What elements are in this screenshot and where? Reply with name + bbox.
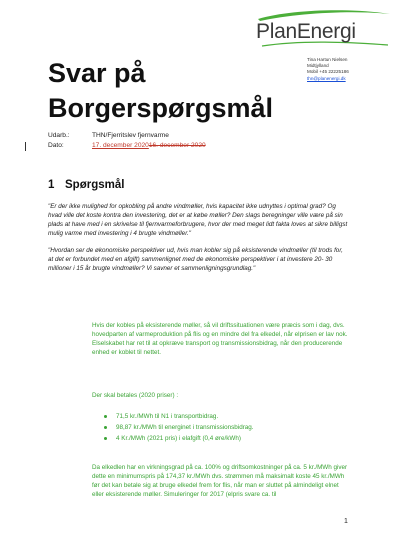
meta-row-dato [48,141,206,151]
section-title: Spørgsmål [65,179,125,191]
answer-paragraph-1: Hvis der kobles på eksisterende møller, så vil driftssituationen være præcis som i dag, dvs. hovedparten af varmeproduktion på flis og en mindre del fra elkedel, når elprisen er lav nok. Elselskabet har ret til at opkræve transport og transmissionsbidrag, når den producerende enhed er koblet til nettet. [92,322,348,356]
udarb-value: THN/Fjerritslev fjernvarme [92,132,169,139]
list-item: 71,5 kr./MWh til N1 i transportbidrag. [104,411,254,422]
title-line-1: Svar på [48,58,146,88]
list-item: 98,87 kr./MWh til energinet i transmissionsbidrag. [104,422,254,433]
answer-paragraph-3: Da elkedlen har en virkningsgrad på ca. 100% og driftsomkostninger på ca. 5 kr./MWh giver dette en minimumspris på 174,37 kr./MWh dvs. strømmen må maksimalt koste 45 kr./MWh før det kan betale sig at bruge elkedel frem for flis, når man er sluttet på almindeligt elnet eller eksisterende møller. Simuleringer for 2017 (elpris svare ca. til [92,464,348,498]
contact-block [307,57,397,82]
meta-row-udarb [48,131,206,141]
dato-label: Dato: [48,142,64,149]
logo-text: PlanEnergi [256,20,356,43]
contact-department: Midtjylland [307,63,329,69]
contact-email-link[interactable]: thn@planenergi.dk [307,75,346,81]
udarb-label: Udarb.: [48,132,70,139]
section-number: 1 [48,179,55,191]
dato-inserted: 17. december 2020 [92,142,149,149]
question-quote-2: "Hvordan ser de økonomiske perspektiver ud, hvis man kobler sig på eksisterende vindmøller (til trods for, at det er forbundet med en afgift) sammenlignet med de økonomiske perspektiver i at investere 20- 30 millioner i 15 år brugte vindmøller? Vi savner et sammenligningsgrundlag." [48,247,343,272]
page-title [48,56,273,126]
contact-name: Tina Hartun Nielsen [307,57,348,62]
page-number: 1 [344,518,348,525]
planenergi-logo [252,10,392,50]
answer-paragraph-2: Der skal betales (2020 priser) : [92,392,179,399]
dato-deleted: 16. december 2020 [148,142,206,149]
question-quote-1: "Er der ikke mulighed for opkobling på andre vindmøller, hvis kapacitet ikke udnyttes i optimal grad? Og hvad ville det koste kontra den investering, det er at købe møller? Den slags beregninger ville være på sin plads at have med i en skrivelse til fjernvarmeforbrugere, hvor der med meget lidt fakta loves at sikre billigst mulig varme med investering i 4 brugte vindmøller." [48,203,348,237]
revision-change-bar [25,142,26,151]
price-list [104,411,254,444]
document-meta [48,131,206,151]
contact-mobile: Mobil +45 22225186 [307,69,349,75]
list-item: 4 Kr./MWh (2021 pris) i elafgift (0,4 øre/kWh) [104,433,254,444]
title-line-2: Borgerspørgsmål [48,93,274,123]
section-heading [48,179,124,191]
